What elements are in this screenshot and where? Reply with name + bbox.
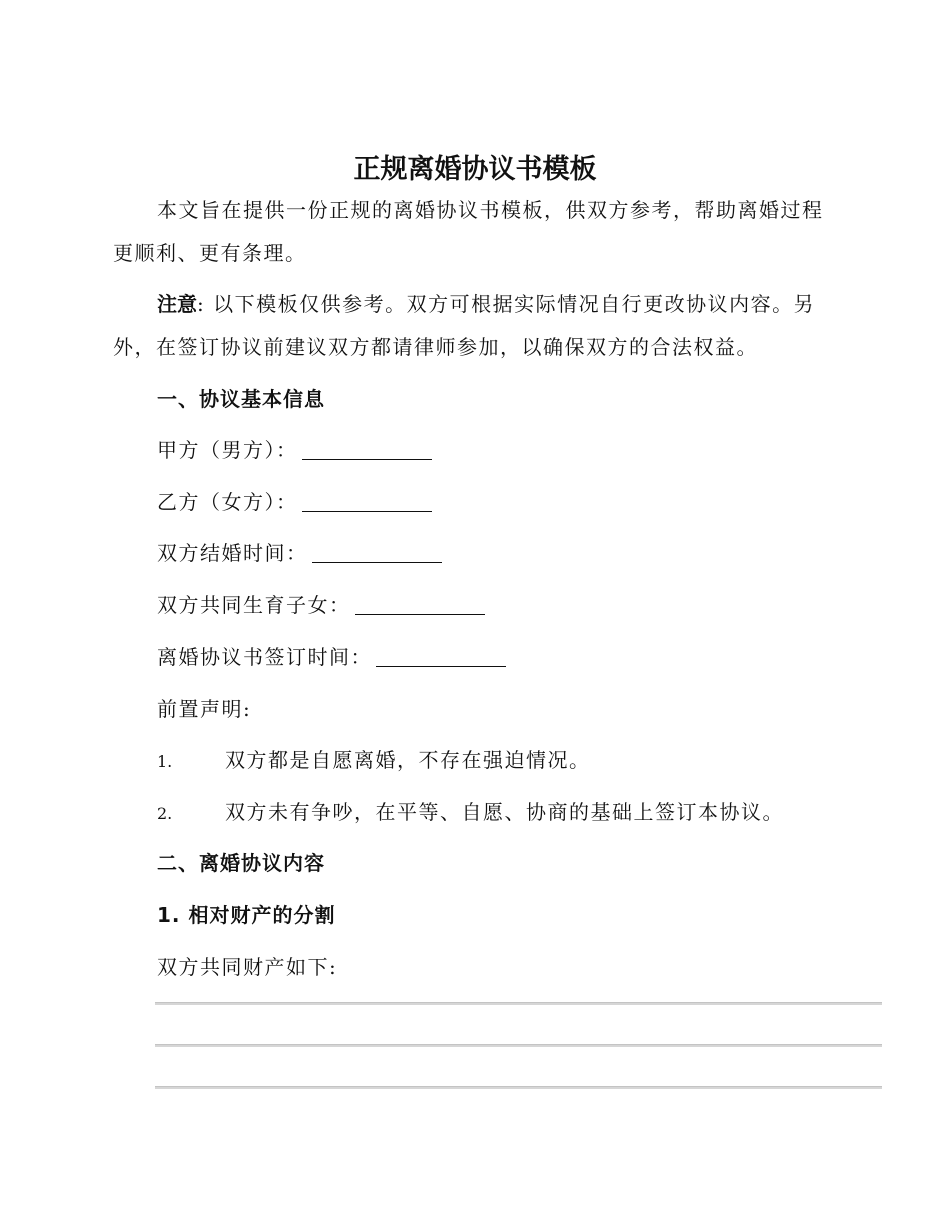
section2-subheading: 1. 相对财产的分割 [157, 903, 336, 927]
statement-text: 双方未有争吵，在平等、自愿、协商的基础上签订本协议。 [225, 800, 784, 824]
note-label: 注意 [157, 292, 197, 316]
statement-item [157, 745, 591, 777]
field-label: 离婚协议书签订时间： [157, 645, 372, 669]
statement-number: 2. [157, 804, 173, 823]
field-label: 乙方（女方）： [157, 490, 298, 514]
fill-in-blank[interactable] [302, 439, 432, 460]
note-text: : 以下模板仅供参考。双方可根据实际情况自行更改协议内容。另外，在签订协议前建议双方都请律师参加，以确保双方的合法权益。 [113, 292, 816, 359]
field-party-b [157, 487, 432, 517]
statement-number: 1. [157, 752, 173, 771]
document-title: 正规离婚协议书模板 [353, 154, 597, 185]
field-children [157, 590, 485, 620]
field-label: 双方共同生育子女： [157, 593, 351, 617]
fill-in-blank[interactable] [312, 542, 442, 563]
preface-label: 前置声明: [157, 697, 252, 721]
field-label: 甲方（男方）： [157, 438, 298, 462]
field-label: 双方结婚时间： [157, 541, 308, 565]
statement-item [157, 797, 784, 829]
section1-heading: 一、协议基本信息 [157, 387, 325, 411]
fill-in-line[interactable] [155, 1002, 882, 1005]
field-party-a [157, 435, 432, 465]
field-signing-date [157, 642, 506, 672]
fill-in-blank[interactable] [376, 646, 506, 667]
intro-paragraph: 本文旨在提供一份正规的离婚协议书模板，供双方参考，帮助离婚过程更顺利、更有条理。 [113, 198, 824, 265]
section2-heading: 二、离婚协议内容 [157, 851, 325, 875]
property-label: 双方共同财产如下: [157, 955, 338, 979]
statement-text: 双方都是自愿离婚，不存在强迫情况。 [225, 748, 591, 772]
fill-in-line[interactable] [155, 1044, 882, 1047]
note-paragraph [113, 283, 833, 369]
field-marriage-date [157, 538, 442, 568]
fill-in-line[interactable] [155, 1086, 882, 1089]
fill-in-blank[interactable] [355, 594, 485, 615]
fill-in-blank[interactable] [302, 491, 432, 512]
